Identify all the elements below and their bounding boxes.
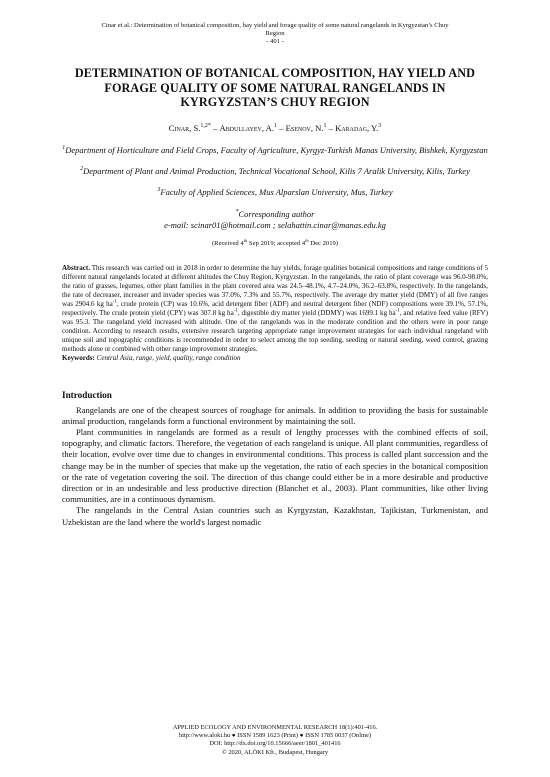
footer-journal: APPLIED ECOLOGY AND ENVIRONMENTAL RESEARCH 18(1):401-416. (172, 724, 378, 731)
keywords-label: Keywords: (62, 354, 95, 363)
affiliation-2 (62, 166, 488, 177)
running-head (62, 0, 488, 46)
received-dates: (Received 4th Sep 2019; accepted 4th Dec 2019) (211, 237, 339, 247)
intro-paragraph-2: Plant communities in rangelands are formed as a result of lengthy processes with the combined effects of soil, topography, and climatic factors. Therefore, the vegetation of each rangeland is unique. All plant communities, regardless of their location, evolve over time due to changes in environmental conditions. This process is called plant succession and the change may be in the number of species that make up the vegetation, the ratio of each species in the botanical composition or the rate of vegetation covering the soil. The direction of this change could either be in a more desirable and productive direction or in an undesirable and less productive direction (Blanchet et al., 2003). Plant communities, like other living communities, are in a continuous dynamism. (62, 426, 488, 505)
page-number: - 401 - (266, 38, 284, 45)
corresponding-email[interactable]: e-mail: scinar01@hotmail.com ; selahattin.cinar@manas.edu.kg (164, 219, 386, 230)
intro-paragraph-1: Rangelands are one of the cheapest sources of roughage for animals. In addition to providing the basis for sustainable animal production, rangelands form a functional environment by maintaining the soil. (62, 404, 488, 426)
running-head-line2: Region (265, 30, 285, 37)
journal-footer (0, 724, 550, 757)
keywords (62, 354, 488, 363)
affiliation-2-text: Department of Plant and Animal Production, Technical Vocational School, Kilis 7 Aralik University, Kilis, Turkey (83, 165, 470, 176)
affiliation-3-marker: 3 (157, 186, 161, 193)
affiliation-1 (62, 145, 488, 156)
author-cinar: Cinar, S. (168, 122, 201, 133)
abstract-text: This research was carried out in 2018 in order to determine the hay yields, forage qualities botanical compositions and range conditions of 5 different natural rangelands located at different altitudes the Chuy Region, Kyrgyzstan. In the rangelands, the ratio of plant coverage was 96.0-98.0%, the ratio of grasses, legumes, other plant families in the plant covered area was 24.5–48.1%, 4.7–24.0%, 36.2–63.8%, respectively. In the rangelands, the rate of decreaser, increaser and invader species was 37.0%, 7.3% and 55.7%, respectively. The average dry matter yield (DMY) of all five ranges was 2904.6 kg $ha^{-1}$, crude protein (CP) was 10.6%, acid detergent fiber (ADF) and neutral detergent fiber (NDF) compositions were 39.1%, 57.1%, respectively. The crude protein yield (CPY) was 307.8 kg $ha^{-1}$, digestible dry matter yield (DDMY) was 1699.1 kg $ha^{-1}$, and relative feed value (RFV) was 95.3. The rangeland yield increased with altitude. One of the rangelands was in the moderate condition and the others were in poor range condition. According to research results, extensive research targeting appropriate range improvement strategies for each individual rangeland with unique soil and topographic conditions is recommended in order to select among the top seeding, seeding or natural seeding, weed control, grazing methods alone or combined with other range improvement strategies. (62, 263, 488, 354)
corresponding-author: *Corresponding author e-mail: scinar01@hotmail.com ; selahattin.cinar@manas.edu.kg (62, 209, 488, 231)
abstract-label: Abstract. (62, 263, 90, 272)
author-esenov: Esenov, N. (285, 122, 324, 133)
author-abdullayev: Abdullayev, A. (219, 122, 274, 133)
affiliation-3-text: Faculty of Applied Sciences, Mus Alparslan University, Mus, Turkey (160, 186, 393, 197)
affiliation-1-marker: 1 (62, 144, 66, 151)
footer-issn[interactable]: http://www.aloki.hu ● ISSN 1589 1623 (Print) ● ISSN 1785 0037 (Online) (179, 732, 371, 740)
paper-title: DETERMINATION OF BOTANICAL COMPOSITION, HAY YIELD AND FORAGE QUALITY OF SOME NATURAL RANGELANDS IN KYRGYZSTAN’S CHUY REGION (74, 66, 476, 109)
author-karadag: Karadag, Y. (335, 122, 379, 133)
affiliation-2-marker: 2 (80, 165, 84, 172)
footer-doi[interactable]: DOI: http://dx.doi.org/10.15666/aeer/1801_401416 (209, 740, 341, 748)
corresponding-label: Corresponding author (238, 208, 315, 219)
affiliation-1-text: Department of Horticulture and Field Crops, Faculty of Agriculture, Kyrgyz-Turkish Manas University, Bishkek, Kyrgyzstan (65, 144, 488, 155)
affiliation-3 (62, 187, 488, 198)
footer-copyright: © 2020, ALÖKI Kft., Budapest, Hungary (221, 748, 329, 756)
keywords-text: Central Asia, range, yield, quality, range condition (94, 354, 241, 363)
introduction-body (62, 405, 488, 528)
running-head-line1: Cinar et al.: Determination of botanical composition, hay yield and forage quality of some natural rangelands in Kyrgyzstan’s Chuy (101, 22, 449, 29)
introduction-heading: Introduction (62, 389, 112, 400)
author-list: Cinar, S.$^{1,2*}$ – Abdullayev, A.$^1$ – Esenov, N.$^1$ – Karadag, Y.$^3$ (168, 122, 382, 133)
intro-paragraph-3: The rangelands in the Central Asian countries such as Kyrgyzstan, Kazakhstan, Tajikistan, Turkmenistan, and Uzbekistan are the land where the world's largest nomadic (62, 505, 488, 527)
abstract (62, 264, 488, 355)
